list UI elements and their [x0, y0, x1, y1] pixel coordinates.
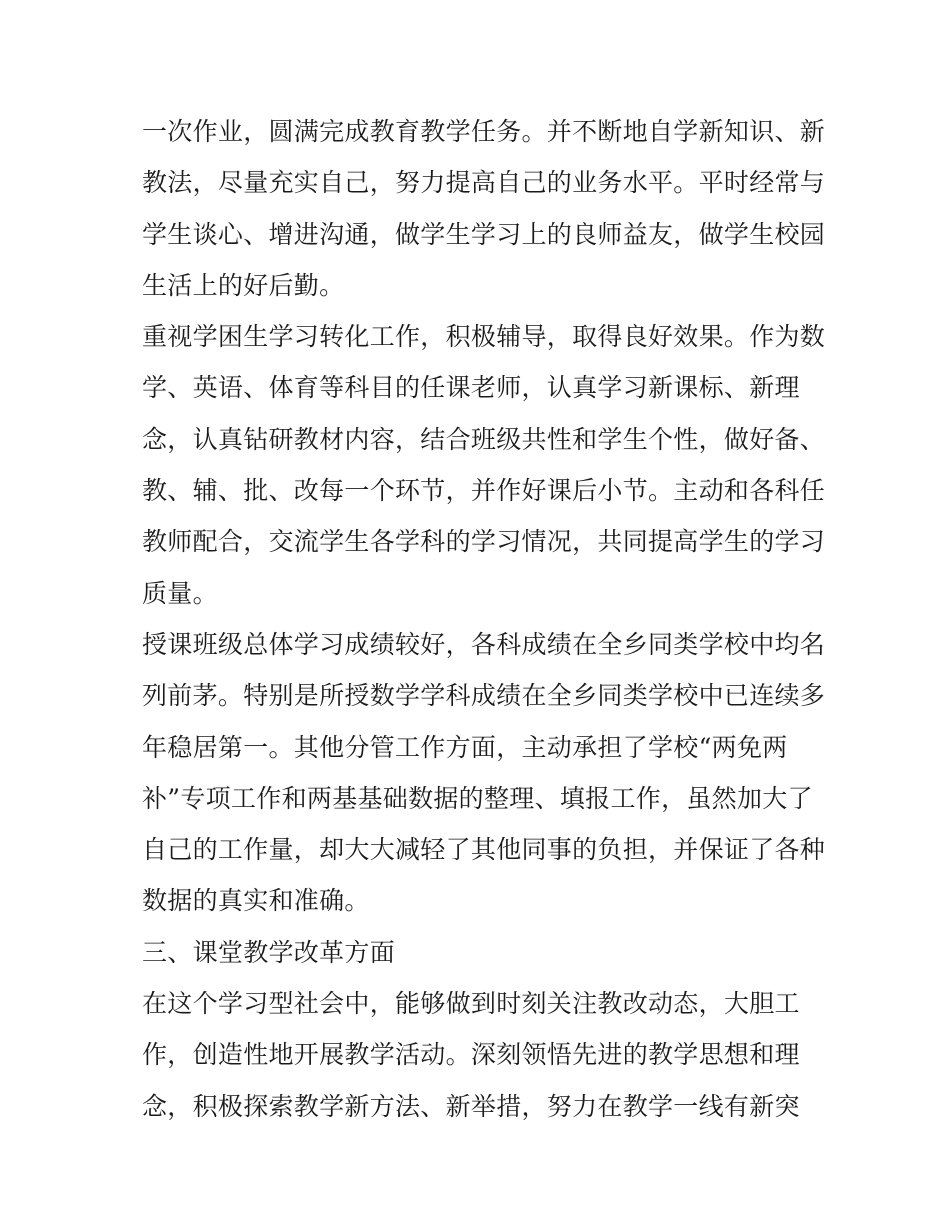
text-line: 一次作业，圆满完成教育教学任务。并不断地自学新知识、新 [142, 117, 826, 146]
text-line: 生活上的好后勤。 [142, 270, 345, 300]
text-line: 教法，尽量充实自己，努力提高自己的业务水平。平时经常与 [142, 168, 826, 198]
text-line: 数据的真实和准确。 [142, 886, 370, 916]
text-line: 年稳居第一。其他分管工作方面，主动承担了学校“两免两 [142, 732, 788, 762]
text-line: 授课班级总体学习成绩较好，各科成绩在全乡同类学校中均名 [142, 629, 826, 659]
text-line: 学、英语、体育等科目的任课老师，认真学习新课标、新理 [142, 373, 800, 403]
document-body [142, 106, 826, 1132]
text-line: 重视学困生学习转化工作，积极辅导，取得良好效果。作为数 [142, 322, 826, 352]
text-line: 列前茅。特别是所授数学学科成绩在全乡同类学校中已连续多 [142, 681, 826, 711]
text-line: 念，积极探索教学新方法、新举措，努力在教学一线有新突 [142, 1091, 800, 1121]
text-line: 教、辅、批、改每一个环节，并作好课后小节。主动和各科任 [142, 476, 826, 506]
text-line: 作，创造性地开展教学活动。深刻领悟先进的教学思想和理 [142, 1040, 800, 1070]
text-line: 自己的工作量，却大大减轻了其他同事的负担，并保证了各种 [142, 835, 826, 865]
text-line: 补”专项工作和两基基础数据的整理、填报工作，虽然加大了 [142, 783, 813, 813]
text-line: 在这个学习型社会中，能够做到时刻关注教改动态，大胆工 [142, 989, 800, 1019]
text-line: 学生谈心、增进沟通，做学生学习上的良师益友，做学生校园 [142, 219, 826, 249]
section-heading: 三、课堂教学改革方面 [142, 937, 396, 967]
text-line: 念，认真钻研教材内容，结合班级共性和学生个性，做好备、 [142, 424, 826, 454]
text-line: 教师配合，交流学生各学科的学习情况，共同提高学生的学习 [142, 527, 826, 557]
text-line: 质量。 [142, 578, 218, 608]
